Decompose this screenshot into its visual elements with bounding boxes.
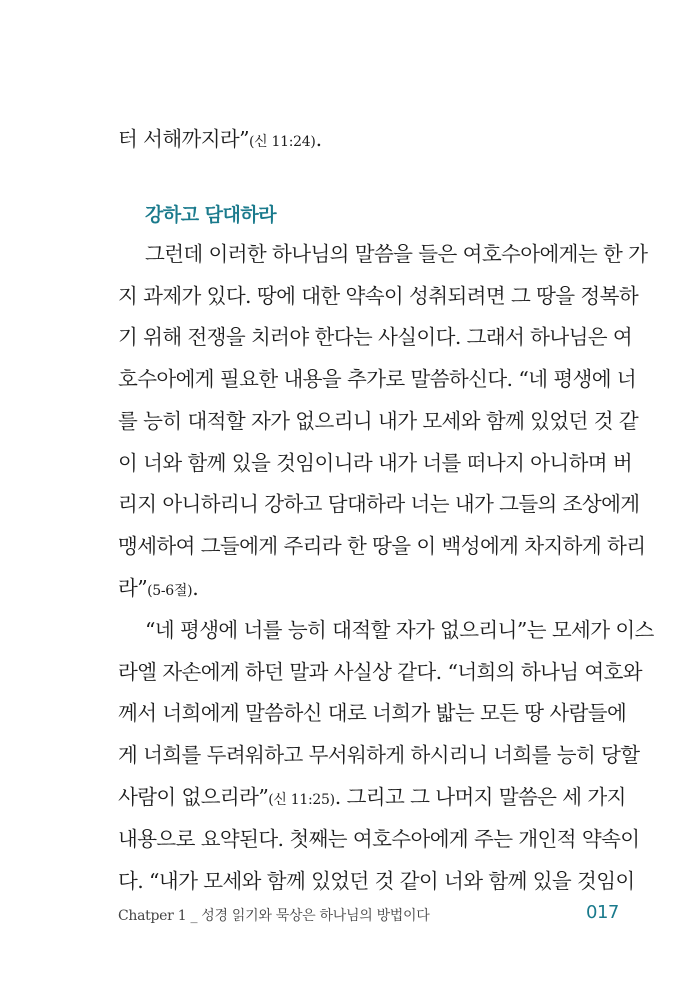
paragraph-line-text: 내용으로 요약된다. 첫째는 여호수아에게 주는 개인적 약속이 xyxy=(118,827,640,851)
paragraph-line xyxy=(118,529,645,559)
paragraph-line-text: 리지 아니하리니 강하고 담대하라 너는 내가 그들의 조상에게 xyxy=(118,492,640,516)
paragraph-line xyxy=(118,864,635,894)
paragraph-line-text: 라” xyxy=(118,576,148,600)
scripture-reference: (신 11:24) xyxy=(249,134,316,150)
paragraph-line-text: 지 과제가 있다. 땅에 대한 약속이 성취되려면 그 땅을 정복하 xyxy=(118,284,639,308)
paragraph-line-text: 를 능히 대적할 자가 없으리니 내가 모세와 함께 있었던 것 같 xyxy=(118,409,639,433)
paragraph-line xyxy=(118,696,626,726)
paragraph-line xyxy=(118,822,640,852)
paragraph-line xyxy=(118,320,632,350)
paragraph-line xyxy=(118,362,636,392)
paragraph-line-tail: . 그리고 그 나머지 말씀은 세 가지 xyxy=(334,785,626,809)
text-line-text: 터 서해까지라” xyxy=(118,127,250,151)
paragraph-line xyxy=(118,655,642,685)
paragraph-line xyxy=(118,571,198,601)
paragraph-line-text: 이 너와 함께 있을 것임이니라 내가 너를 떠나지 아니하며 버 xyxy=(118,451,633,475)
text-line xyxy=(118,122,321,152)
paragraph-line-tail: . xyxy=(192,576,199,600)
paragraph-line xyxy=(118,487,640,517)
paragraph-line-text: 사람이 없으리라” xyxy=(118,785,269,809)
paragraph-line-text: 게 너희를 두려워하고 무서워하게 하시리니 너희를 능히 당할 xyxy=(118,743,640,767)
paragraph-line xyxy=(118,404,638,434)
paragraph-line xyxy=(118,780,626,810)
scripture-reference: (신 11:25) xyxy=(268,792,335,808)
paragraph-line-text: 다. “내가 모세와 함께 있었던 것 같이 너와 함께 있을 것임이 xyxy=(118,869,635,893)
paragraph-line-text: 기 위해 전쟁을 치러야 한다는 사실이다. 그래서 하나님은 여 xyxy=(118,325,633,349)
scripture-reference: (5-6절) xyxy=(147,583,193,599)
paragraph-line xyxy=(118,446,632,476)
section-heading: 강하고 담대하라 xyxy=(145,204,277,226)
paragraph-line-text: 라엘 자손에게 하던 말과 사실상 같다. “너희의 하나님 여호와 xyxy=(118,660,642,684)
paragraph-line-text: 맹세하여 그들에게 주리라 한 땅을 이 백성에게 차지하게 하리 xyxy=(118,534,646,558)
paragraph-line xyxy=(145,237,648,267)
text-line-tail: . xyxy=(315,127,322,151)
paragraph-line-text: “네 평생에 너를 능히 대적할 자가 없으리니”는 모세가 이스 xyxy=(145,618,654,642)
paragraph-line-text: 께서 너희에게 말씀하신 대로 너희가 밟는 모든 땅 사람들에 xyxy=(118,701,627,725)
paragraph-line-text: 호수아에게 필요한 내용을 추가로 말씀하신다. “네 평생에 너 xyxy=(118,367,637,391)
page-number: 017 xyxy=(586,902,619,923)
paragraph-line xyxy=(145,613,654,643)
paragraph-line xyxy=(118,279,638,309)
running-footer-chapter: Chatper 1 _ 성경 읽기와 묵상은 하나님의 방법이다 xyxy=(118,908,430,924)
paragraph-line-text: 그런데 이러한 하나님의 말씀을 들은 여호수아에게는 한 가 xyxy=(145,242,648,266)
paragraph-line xyxy=(118,738,640,768)
